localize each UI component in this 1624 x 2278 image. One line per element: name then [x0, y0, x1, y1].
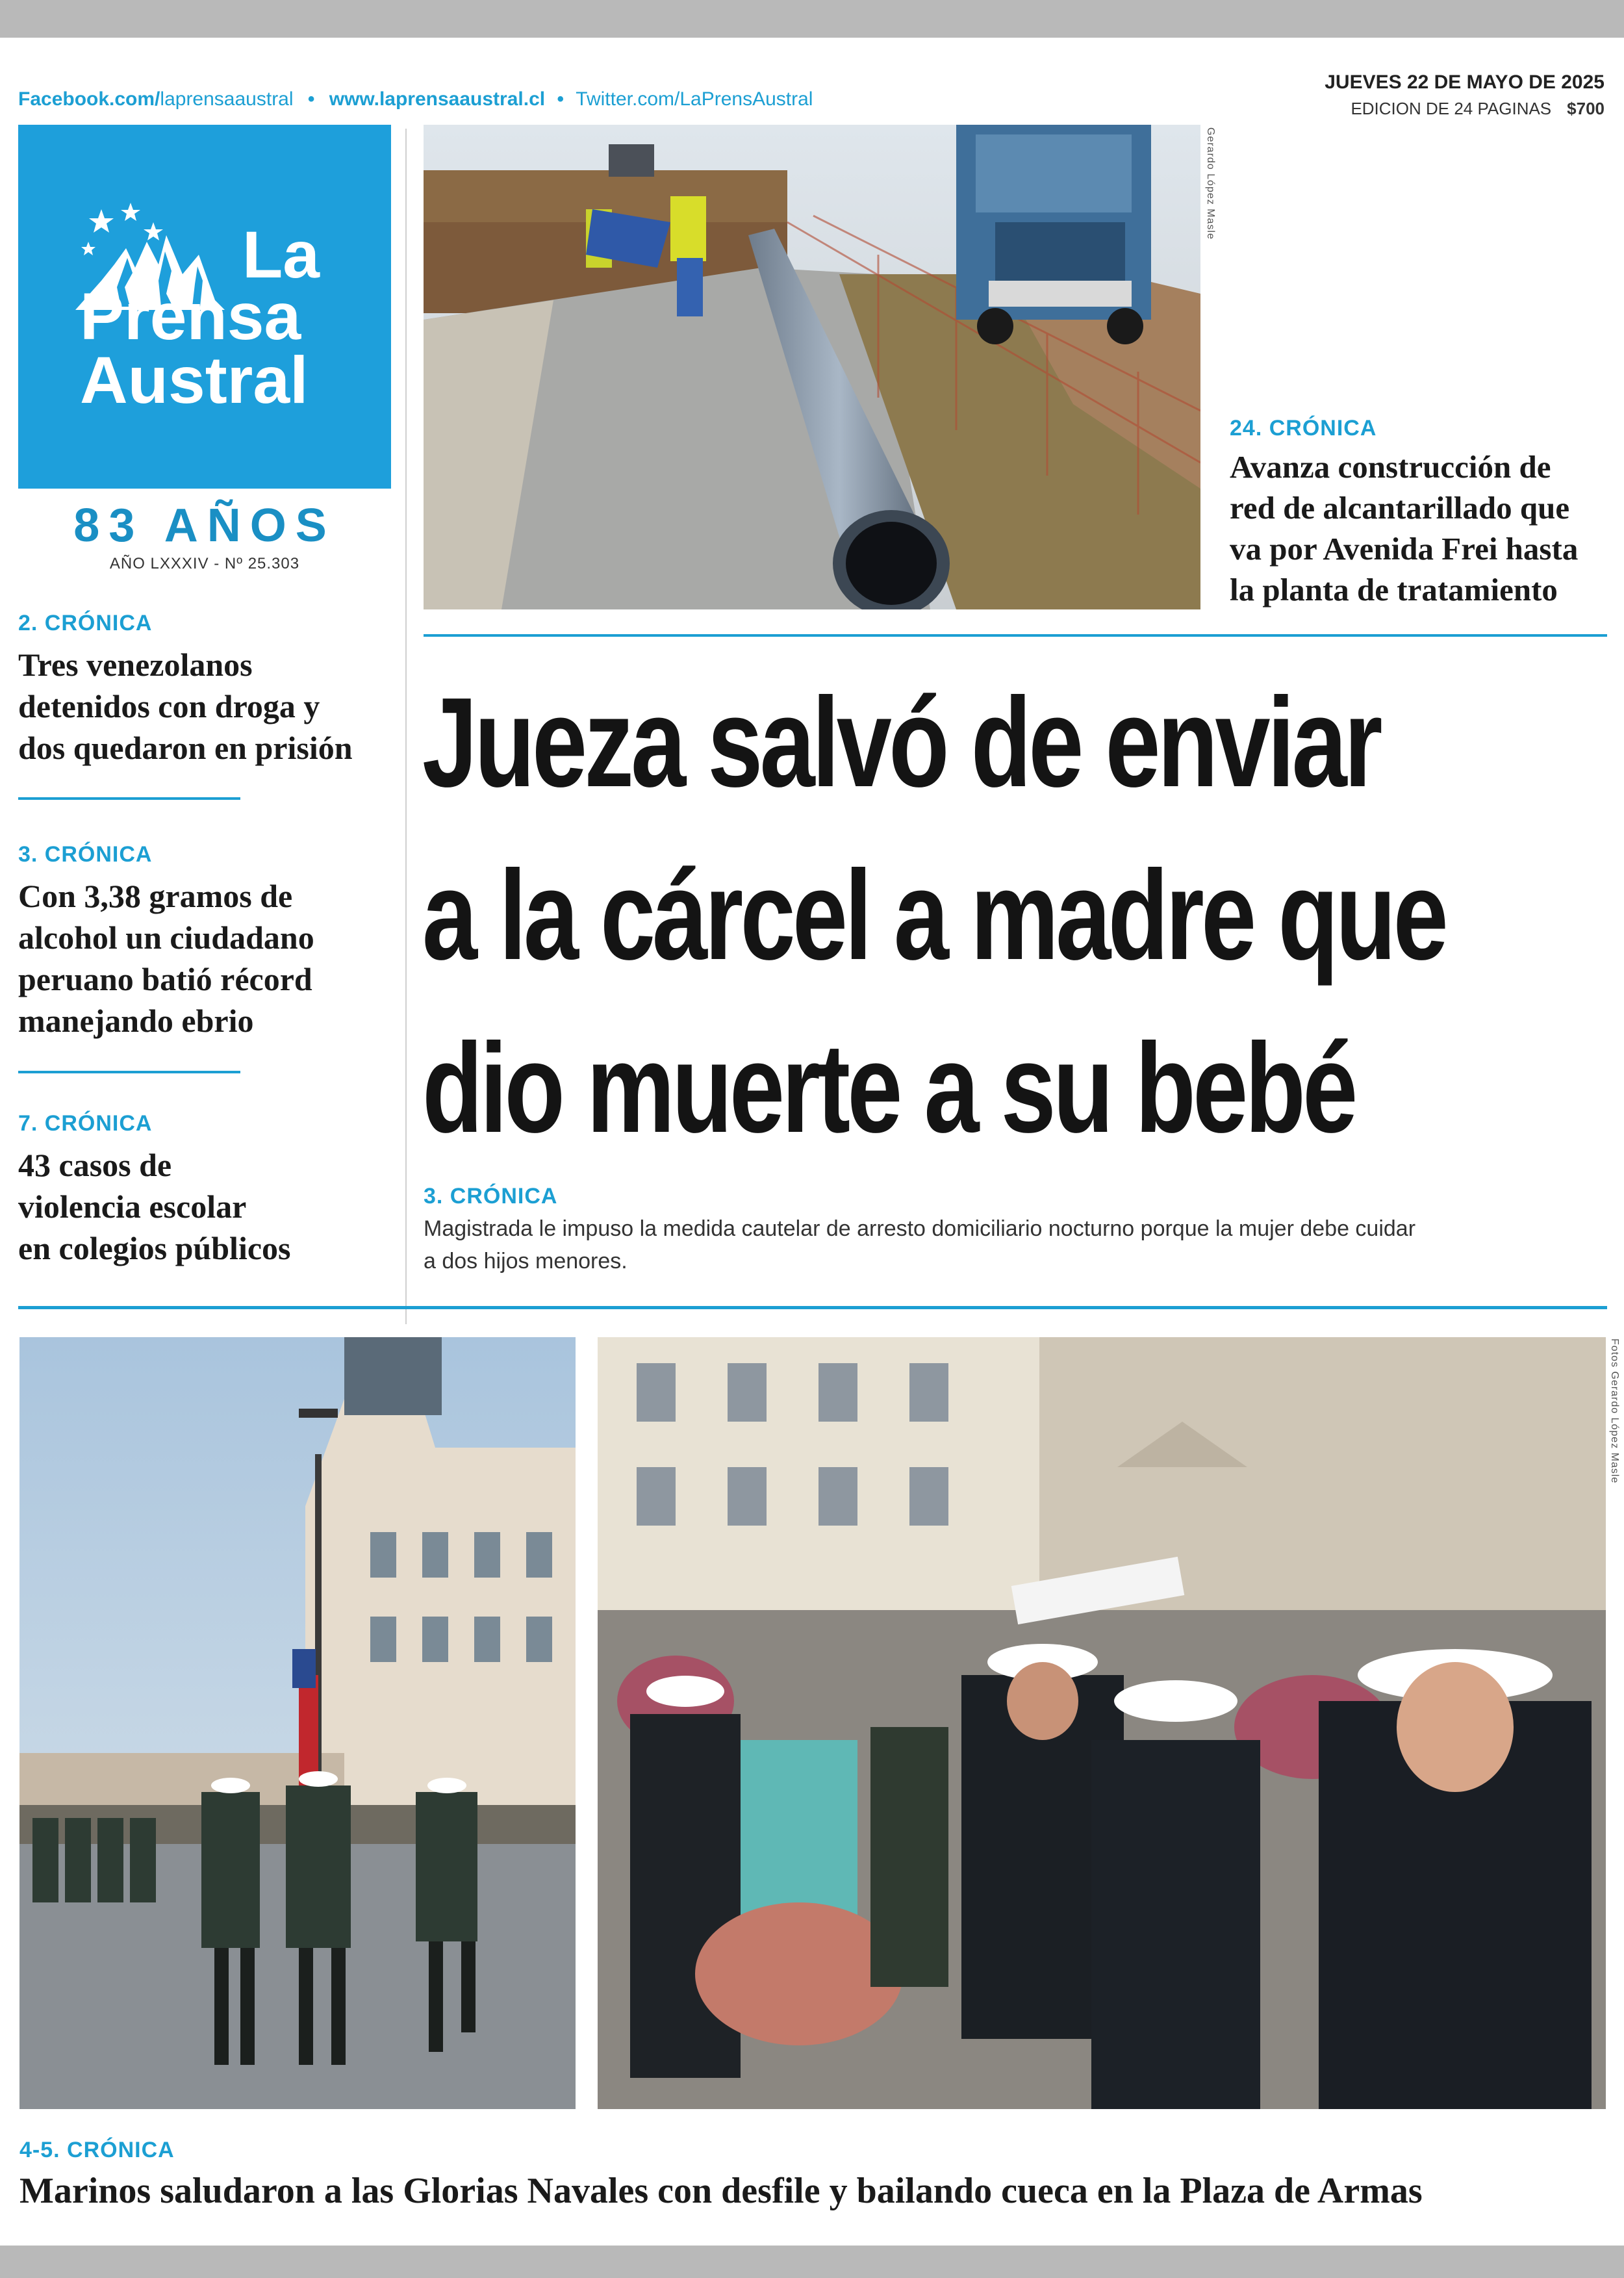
photo-credit: Fotos Gerardo López Masle [1609, 1338, 1620, 1484]
section-label: 24. CRÓNICA [1230, 416, 1377, 441]
story-headline: Con 3,38 gramos de alcohol un ciudadano peruano batió récord manejando ebrio [18, 878, 314, 1039]
cueca-photo[interactable] [598, 1337, 1606, 2109]
photo-credit: Gerardo López Masle [1205, 127, 1216, 240]
story-headline: 43 casos de violencia escolar en colegios públicos [18, 1147, 291, 1266]
facebook-link[interactable]: Facebook.com/laprensaaustral [18, 88, 294, 110]
sidebar-story-2[interactable] [18, 842, 395, 1042]
separator-dot: • [307, 88, 315, 110]
sailors-dancing-image [598, 1337, 1606, 2109]
story-headline: Tres venezolanos detenidos con droga y dos quedaron en prisión [18, 646, 353, 766]
lead-headline[interactable]: Jueza salvó de enviar a la cárcel a madre que dio muerte a su bebé [422, 671, 1446, 1159]
social-links-bar [18, 88, 813, 110]
naval-parade-image [19, 1337, 576, 2109]
pipe-construction-image [424, 125, 1200, 609]
column-rule [405, 129, 407, 1324]
divider [18, 797, 240, 800]
bottom-section-label: 4-5. CRÓNICA [19, 2138, 175, 2162]
section-label: 2. CRÓNICA [18, 611, 153, 635]
sidebar-story-1[interactable] [18, 611, 395, 769]
lead-summary: Magistrada le impuso la medida cautelar de arresto domiciliario nocturno porque la mujer debe cuidar a dos hijos menores. [424, 1216, 1416, 1273]
masthead-name-austral: Austral [80, 343, 309, 417]
website-link[interactable]: www.laprensaaustral.cl [329, 88, 546, 110]
masthead-name-prensa: Prensa [80, 279, 301, 353]
masthead-name-la: La [242, 218, 320, 292]
twitter-link[interactable]: Twitter.com/LaPrensAustral [576, 88, 813, 110]
story-headline: Avanza construcción de red de alcantarillado que va por Avenida Frei hasta la planta de tratamiento [1230, 449, 1579, 608]
section-label: 7. CRÓNICA [18, 1111, 153, 1136]
bottom-headline[interactable]: Marinos saludaron a las Glorias Navales con desfile y bailando cueca en la Plaza de Armas [19, 2171, 1423, 2211]
masthead-logo[interactable] [18, 125, 391, 489]
lead-section-label: 3. CRÓNICA [424, 1184, 558, 1209]
page-count: EDICION DE 24 PAGINAS [1351, 99, 1552, 118]
sidebar-story-3[interactable] [18, 1111, 395, 1269]
volume-number: AÑO LXXXIV - Nº 25.303 [109, 555, 300, 572]
separator-dot: • [557, 88, 564, 110]
divider [18, 1071, 240, 1073]
divider [424, 634, 1607, 637]
issue-date: JUEVES 22 DE MAYO DE 2025 [1325, 71, 1605, 93]
anniversary-years: 83 AÑOS [73, 500, 336, 552]
top-story-photo[interactable] [424, 125, 1200, 609]
parade-photo[interactable] [19, 1337, 576, 2109]
edition-info [1150, 99, 1605, 119]
section-label: 3. CRÓNICA [18, 842, 153, 867]
price: $700 [1567, 99, 1605, 118]
top-story-teaser[interactable] [1230, 416, 1613, 610]
divider [18, 1306, 1607, 1309]
